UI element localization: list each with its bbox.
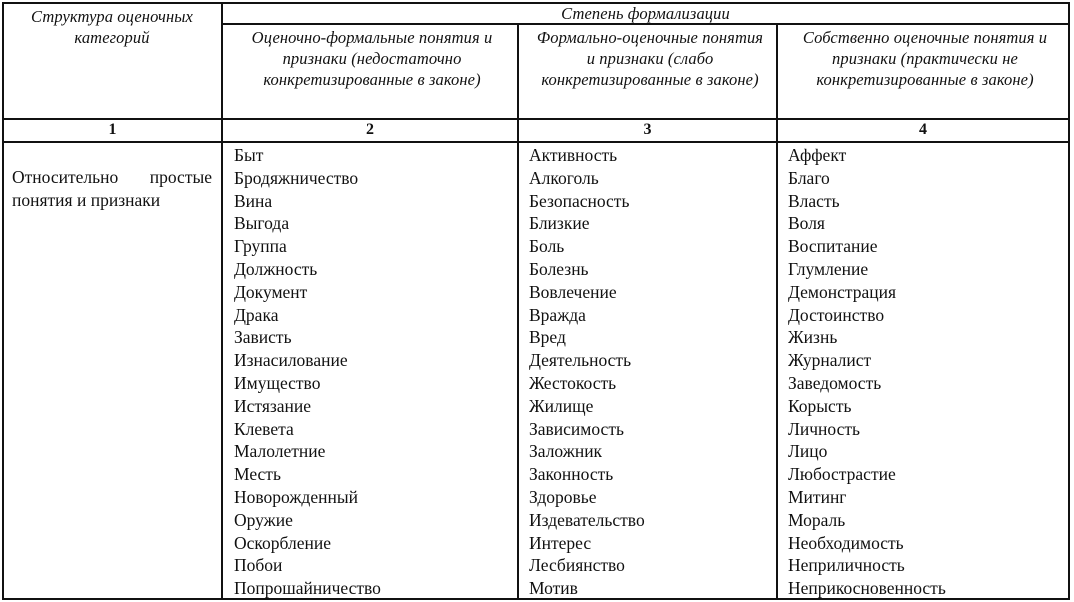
col2-term: Истязание: [234, 395, 312, 416]
col3-term: Алкоголь: [529, 167, 599, 188]
col2-term: Клевета: [234, 418, 294, 439]
row-label: Относительно простые понятия и признаки: [12, 167, 212, 210]
col3-term: Лесбиянство: [529, 555, 625, 576]
col3-term: Вражда: [529, 304, 586, 325]
col4-term: Митинг: [788, 486, 847, 507]
rule-col3-col4: [776, 24, 778, 600]
col3-term: Зависимость: [529, 418, 624, 439]
col4-term: Благо: [788, 167, 830, 188]
structure-header: Структура оценочных категорий: [31, 7, 193, 47]
col2-term: Малолетние: [234, 441, 326, 462]
col1-number: 1: [108, 121, 117, 138]
col3-term: Здоровье: [529, 486, 597, 507]
col4-term: Воля: [788, 213, 825, 234]
rule-above-numbers: [2, 118, 1070, 120]
col4-term: Необходимость: [788, 532, 904, 553]
col2-number: 2: [366, 121, 374, 138]
col4-terms: [788, 144, 946, 600]
col4-term: Журналист: [788, 350, 872, 371]
rule-col1-col2: [221, 2, 223, 600]
col3-number: 3: [643, 121, 652, 138]
col2-term: Группа: [234, 236, 287, 257]
col3-term: Вред: [529, 327, 566, 348]
col3-term: Активность: [529, 145, 618, 165]
col3-term: Жилище: [529, 395, 594, 416]
col4-term: Воспитание: [788, 236, 878, 257]
col2-term: Выгода: [234, 213, 290, 234]
rule-left: [2, 2, 4, 600]
col2-term: Должность: [234, 258, 318, 279]
col2-term: Драка: [234, 304, 279, 325]
col4-term: Корысть: [788, 395, 852, 416]
col2-term: Месть: [234, 464, 281, 485]
col4-number: 4: [919, 121, 927, 138]
col3-term: Мотив: [529, 578, 578, 599]
col4-term: Демонстрация: [788, 281, 897, 302]
col4-term: Неприличность: [788, 555, 905, 576]
col3-term: Болезнь: [529, 258, 589, 279]
col3-header: Формально-оценочные понятия и признаки (слабо конкретизированные в законе): [536, 28, 764, 89]
col2-term: Документ: [234, 281, 308, 302]
col2-term: Попрошайничество: [234, 578, 381, 599]
col3-term: Деятельность: [529, 350, 632, 371]
formalization-header: Степень формализации: [561, 4, 730, 23]
col2-term: Вина: [234, 190, 273, 211]
col2-header: Оценочно-формальные понятия и признаки (недостаточно конкретизированные в законе): [251, 28, 493, 89]
col2-term: Побои: [234, 555, 283, 576]
evaluative-categories-table: [2, 2, 1070, 600]
col4-term: Лицо: [788, 441, 828, 462]
col4-term: Достоинство: [788, 304, 885, 325]
rule-col2-col3: [517, 24, 519, 600]
col4-term: Жизнь: [788, 327, 838, 348]
col4-term: Мораль: [788, 509, 846, 530]
col4-term: Личность: [788, 418, 860, 439]
col3-terms: [529, 144, 645, 600]
col2-term: Бродяжничество: [234, 167, 359, 188]
col4-header: Собственно оценочные понятия и признаки (практически не конкретизированные в законе): [802, 28, 1048, 89]
col3-term: Близкие: [529, 213, 590, 234]
col2-term: Изнасилование: [234, 350, 348, 371]
col2-term: Новорожденный: [234, 486, 358, 507]
col4-term: Власть: [788, 190, 840, 211]
col3-term: Законность: [529, 464, 614, 485]
col3-term: Интерес: [529, 532, 592, 553]
col3-term: Безопасность: [529, 190, 630, 211]
col3-term: Заложник: [529, 441, 603, 462]
rule-right: [1068, 2, 1070, 600]
rule-below-numbers: [2, 141, 1070, 143]
col2-term: Зависть: [234, 327, 292, 348]
col4-term: Неприкосновенность: [788, 578, 946, 599]
col3-term: Издевательство: [529, 509, 645, 530]
col4-term: Аффект: [788, 145, 847, 165]
col3-term: Жестокость: [529, 372, 617, 393]
col4-term: Глумление: [788, 258, 869, 279]
col2-term: Быт: [234, 145, 264, 165]
col4-term: Любострастие: [788, 464, 896, 485]
col2-term: Оружие: [234, 509, 293, 530]
col2-terms: [234, 144, 381, 600]
col3-term: Вовлечение: [529, 281, 617, 302]
col3-term: Боль: [529, 236, 565, 257]
col2-term: Оскорбление: [234, 532, 331, 553]
col4-term: Заведомость: [788, 372, 882, 393]
col2-term: Имущество: [234, 372, 321, 393]
